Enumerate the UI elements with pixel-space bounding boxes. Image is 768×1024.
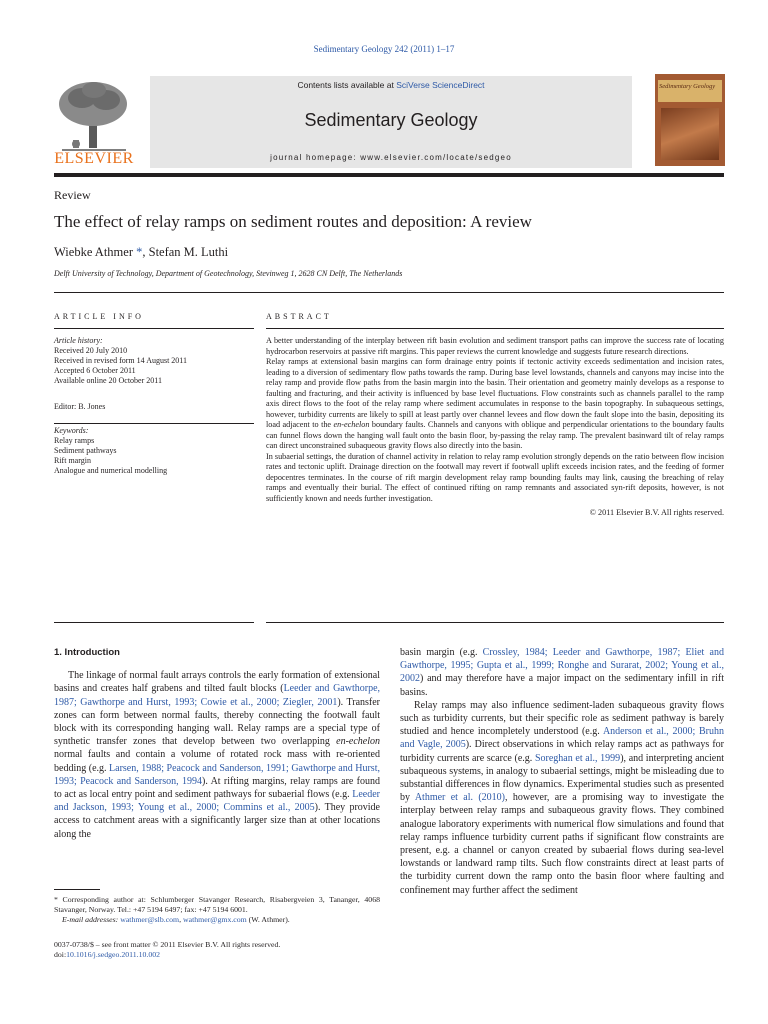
article-section: Review — [54, 188, 91, 202]
abstract-paragraph-3: In subaerial settings, the duration of channel activity in relation to relay ramp evolution strongly depends on the ratio between flow incision rates and tectonic uplift. Drainage direction on the footwall may revert if footwall uplift exceeds incision rates, and the feeding of former depocentres terminates. In the course of rift margin development relay ramp bounding faults may link, causing the breaching of relay ramps and eventually their burial. The effect of continued rifting on ramp remnants and associated syn-rift deposits, however, is not sufficiently known and needs further investigation. — [266, 451, 724, 503]
journal-homepage — [150, 153, 632, 162]
journal-banner — [150, 76, 632, 168]
email-link[interactable]: wathmer@slb.com — [120, 915, 180, 924]
body-paragraph — [400, 699, 724, 897]
info-divider — [54, 328, 254, 329]
abstract-text: Relay ramps at extensional basin margins can form drainage entry points if tectonic activity exceeds sedimentation and incision rates, leading to a diversion of sedimentary flow paths towards the ramp. During base level lowstands, channels and canyons may incise into the relay ramp and provide flow paths from the basin margin into the basin. Their orientation and geometry mainly develops as a response to faulting and fracturing, and their activity is influenced by base level fluctuations. Flow constraints such as channels parallel to the ramp axis direct flows to the foot of the relay ramp where sediment accumulates in response to the basin topography. In subaqueous settings, however, turbidity currents are likely to spill at least partly over channel levees and flow down the fault slope into the basin, depositing its load adjacent to the — [266, 357, 724, 429]
article-history — [54, 336, 254, 386]
doi-label: doi: — [54, 950, 67, 959]
body-paragraph — [400, 646, 724, 699]
issn-block — [54, 940, 380, 960]
body-text: basin margin (e.g. — [400, 647, 483, 658]
footnote — [54, 895, 380, 925]
abstract-emphasis: en-echelon — [333, 420, 370, 429]
corresponding-author-note: * Corresponding author at: Schlumberger Stavanger Research, Risabergveien 3, Tananger, 4068 Stavanger, Norway. Tel.: +47 5194 6497; fax: +47 5194 6001. — [54, 895, 380, 914]
body-text: ). At rifting margins, relay ramps are found to act as local entry point and sediment pathways for subaerial flows (e.g. — [54, 775, 380, 801]
title-divider — [54, 292, 724, 293]
body-text: , however, are a promising way to investigate the interplay between relay ramps and subaqueous gravity flows. They combined analogue laboratory experiments with numerical flow simulations and found that relay ramps influence turbidity current paths if significant flow constraints are present, e.g. a channel or canyon created by subaerial flows during sea-level lowstands or landward ramp tilts. Such flow constraints direct at least parts of the turbidity current down the ramp onto the basin floor where faulting and confinement may further affect the sediment — [400, 792, 724, 896]
homepage-prefix: journal homepage: — [270, 153, 361, 162]
citation-link[interactable]: Anderson et al., 2000; Bruhn and Vagle, 2005 — [400, 726, 724, 751]
keywords-divider — [54, 423, 254, 424]
keywords — [54, 426, 254, 476]
cover-photo — [661, 108, 719, 160]
abstract-divider — [266, 328, 724, 329]
doi-link[interactable]: 10.1016/j.sedgeo.2011.10.002 — [66, 950, 161, 959]
authors — [54, 245, 228, 260]
body-column-2 — [400, 646, 724, 897]
keyword-item: Rift margin — [54, 456, 91, 465]
affiliation: Delft University of Technology, Department of Geotechnology, Stevinweg 1, 2628 CN Delft, The Netherlands — [54, 269, 403, 278]
history-revised: Received in revised form 14 August 2011 — [54, 356, 188, 365]
history-received: Received 20 July 2010 — [54, 346, 128, 355]
contents-available — [150, 80, 632, 90]
body-text: normal faults and contain a volume of rotated rock mass with re-oriented bedding (e.g. — [54, 749, 380, 774]
history-accepted: Accepted 6 October 2011 — [54, 366, 136, 375]
corresponding-author-mark[interactable]: * — [136, 245, 143, 259]
cover-title: Sedimentary Geology — [659, 83, 716, 90]
body-text: ). Direct observations in which relay ramps act as pathways for turbidity currents are scarce (e.g. — [400, 739, 724, 764]
homepage-url[interactable]: www.elsevier.com/locate/sedgeo — [360, 153, 512, 162]
abstract-paragraph-1: A better understanding of the interplay between rift basin evolution and sediment transport paths can improve the success rate of locating hydrocarbon reservoirs at passive rift margins. This paper reviews the current knowledge and suggests future research directions. — [266, 336, 724, 356]
journal-title: Sedimentary Geology — [304, 110, 478, 130]
keyword-item: Sediment pathways — [54, 446, 117, 455]
section-heading: 1. Introduction — [54, 647, 120, 658]
keyword-item: Relay ramps — [54, 436, 95, 445]
article-title: The effect of relay ramps on sediment routes and deposition: A review — [54, 212, 532, 231]
abstract-text: boundary faults. Channels and canyons with oblique and perpendicular orientations to the boundary faults can funnel flows down the hanging wall fault onto the basin floor, by-passing the relay ramp. The prevalent basinward tilt of relay ramps can direct unconstrained subaqueous gravity flows also directly into the basin. — [266, 420, 724, 450]
email-label: E-mail addresses: — [62, 915, 119, 924]
author-1[interactable]: Wiebke Athmer — [54, 245, 133, 259]
citation-link[interactable]: Larsen, 1988; Peacock and Sanderson, 1991; Gawthorpe and Hurst, 1993; Peacock and Sanderson, 1994 — [54, 762, 380, 787]
footnote-divider — [54, 889, 100, 890]
info-bottom-divider — [54, 622, 254, 623]
citation-link[interactable]: Leeder and Jackson, 1993; Young et al., 2000; Commins et al., 2005 — [54, 789, 380, 814]
elsevier-wordmark: ELSEVIER — [54, 150, 134, 167]
abstract-bottom-divider — [266, 622, 724, 623]
history-online: Available online 20 October 2011 — [54, 376, 162, 385]
email-separator: , — [179, 915, 184, 924]
body-paragraph — [54, 669, 380, 841]
author-separator: , — [142, 245, 149, 259]
article-info-heading: ARTICLE INFO — [54, 312, 144, 321]
doi-line — [54, 950, 380, 960]
abstract-body — [266, 336, 724, 519]
copyright: © 2011 Elsevier B.V. All rights reserved. — [589, 508, 724, 517]
body-text: ), and interpreting ancient subaqueous systems, in analogy to subaerial settings, might be misleading due to substantial differences in flow dynamics. Experimental studies such as presented by — [400, 752, 724, 804]
citation-link[interactable]: Leeder and Gawthorpe, 1987; Gawthorpe and Hurst, 1993; Cowie et al., 2000; Ziegler, 2001 — [54, 683, 381, 708]
email-suffix: (W. Athmer). — [246, 915, 290, 924]
email-link[interactable]: wathmer@gmx.com — [183, 915, 247, 924]
journal-cover-image — [655, 74, 725, 166]
abstract-paragraph-2 — [266, 357, 724, 452]
body-text: ) and may therefore have a major impact on the sedimentary infill in rift basins. — [400, 673, 724, 698]
history-label: Article history: — [54, 336, 103, 345]
body-text: Relay ramps may also influence sediment-laden subaqueous gravity flows such as turbidity currents, but their specific role as sediment pathway is barely studied and hence incompletely understood (e.g. — [400, 699, 724, 738]
keywords-label: Keywords: — [54, 426, 89, 435]
header-divider — [54, 173, 724, 177]
citation-link[interactable]: Athmer et al. (2010) — [414, 792, 505, 804]
body-text: ). Transfer zones can form between normal faults, thereby connecting the footwall fault block with its corresponding hanging wall. Relay ramps are a special type of synthetic transfer zones that develop between two overlapping — [54, 696, 380, 748]
sciencedirect-link[interactable]: SciVerse ScienceDirect — [396, 80, 485, 90]
editor: Editor: B. Jones — [54, 402, 106, 411]
issn-line: 0037-0738/$ – see front matter © 2011 Elsevier B.V. All rights reserved. — [54, 940, 281, 949]
body-text: The linkage of normal fault arrays controls the early formation of extensional basins and creates half grabens and tilted fault blocks ( — [54, 670, 380, 695]
body-emphasis: en-echelon — [336, 736, 380, 748]
author-2[interactable]: Stefan M. Luthi — [148, 245, 229, 259]
email-line — [54, 915, 380, 925]
contents-prefix: Contents lists available at — [297, 80, 397, 90]
abstract-heading: ABSTRACT — [266, 312, 332, 321]
citation-link[interactable]: Crossley, 1984; Leeder and Gawthorpe, 1987; Eliet and Gawthorpe, 1995; Gupta et al., 1999; Ronghe and Surarat, 2002; Young et al., 2002 — [400, 647, 724, 685]
body-column-1 — [54, 646, 380, 841]
journal-reference[interactable]: Sedimentary Geology 242 (2011) 1–17 — [313, 44, 455, 54]
elsevier-logo — [54, 78, 134, 168]
keyword-item: Analogue and numerical modelling — [54, 466, 168, 475]
citation-link[interactable]: Soreghan et al., 1999 — [534, 752, 621, 764]
body-text: ). They provide access to catchment areas with a significantly larger size than at other locations along the — [54, 802, 380, 840]
